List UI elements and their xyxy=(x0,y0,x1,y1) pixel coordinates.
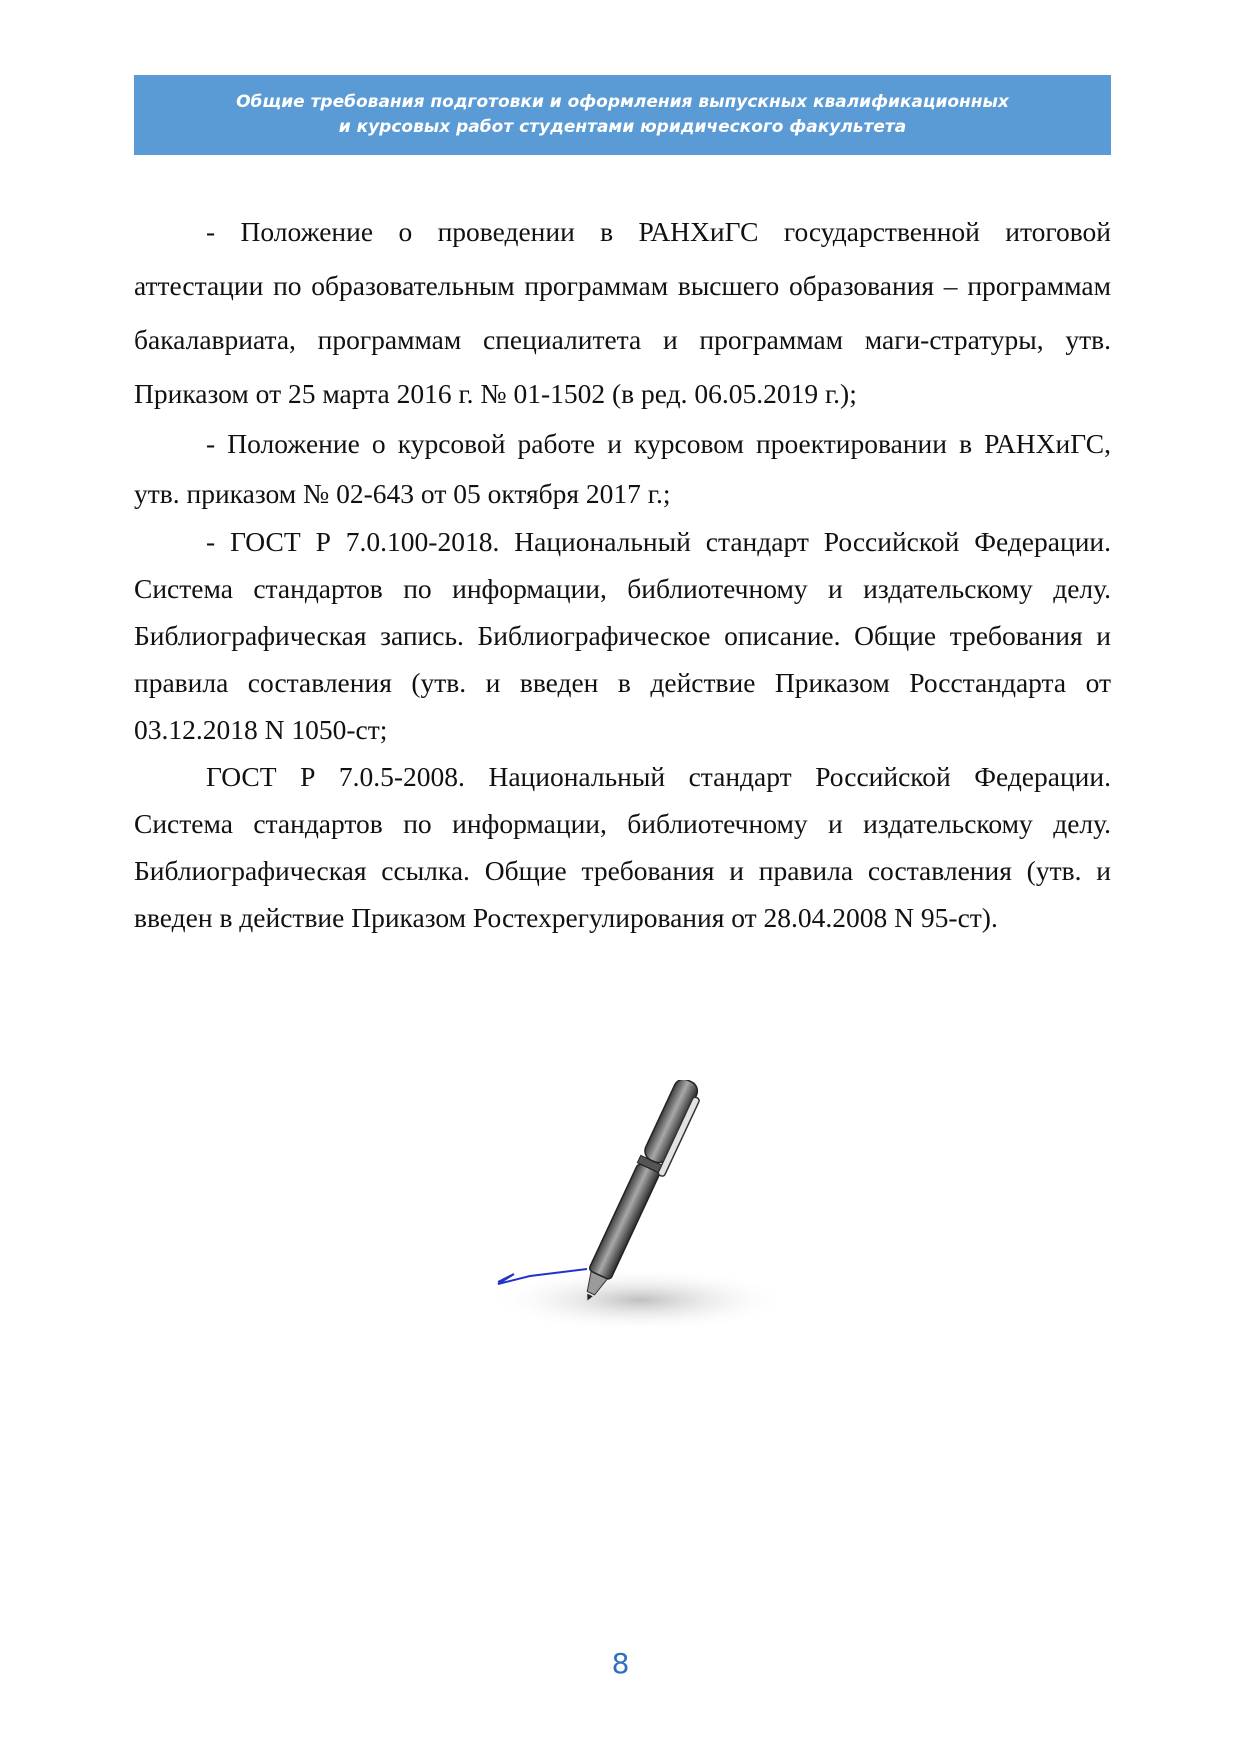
document-body xyxy=(134,205,1111,941)
paragraph-gost-7-0-5-2008: ГОСТ Р 7.0.5-2008. Национальный стандарт Российской Федерации. Система стандартов по информации, библиотечному и издательскому делу. Библиографическая ссылка. Общие требования и правила составления (утв. и введен в действие Приказом Ростехрегулирования от 28.04.2008 N 95-ст). xyxy=(134,761,1111,933)
paragraph-regulation-final-attestation: - Положение о проведении в РАНХиГС государственной итоговой аттестации по образовательным программам высшего образования – программам бакалавриата, программам специалитета и программам маги-стратуры, утв. Приказом от 25 марта 2016 г. № 01-1502 (в ред. 06.05.2019 г.); xyxy=(134,216,1111,409)
pen-icon xyxy=(470,1080,790,1360)
header-title-line-1: Общие требования подготовки и оформления выпускных квалификационных xyxy=(236,92,1009,112)
header-title-line-2: и курсовых работ студентами юридического факультета xyxy=(338,117,907,137)
page-number: 8 xyxy=(611,1647,630,1680)
paragraph-gost-7-0-100-2018: - ГОСТ Р 7.0.100-2018. Национальный стандарт Российской Федерации. Система стандартов по информации, библиотечному и издательскому делу. Библиографическая запись. Библиографическое описание. Общие требования и правила составления (утв. и введен в действие Приказом Росстандарта от 03.12.2018 N 1050-ст; xyxy=(134,526,1111,745)
paragraph-regulation-coursework: - Положение о курсовой работе и курсовом проектировании в РАНХиГС, утв. приказом № 02-643 от 05 октября 2017 г.; xyxy=(134,428,1111,509)
document-header xyxy=(134,75,1111,155)
